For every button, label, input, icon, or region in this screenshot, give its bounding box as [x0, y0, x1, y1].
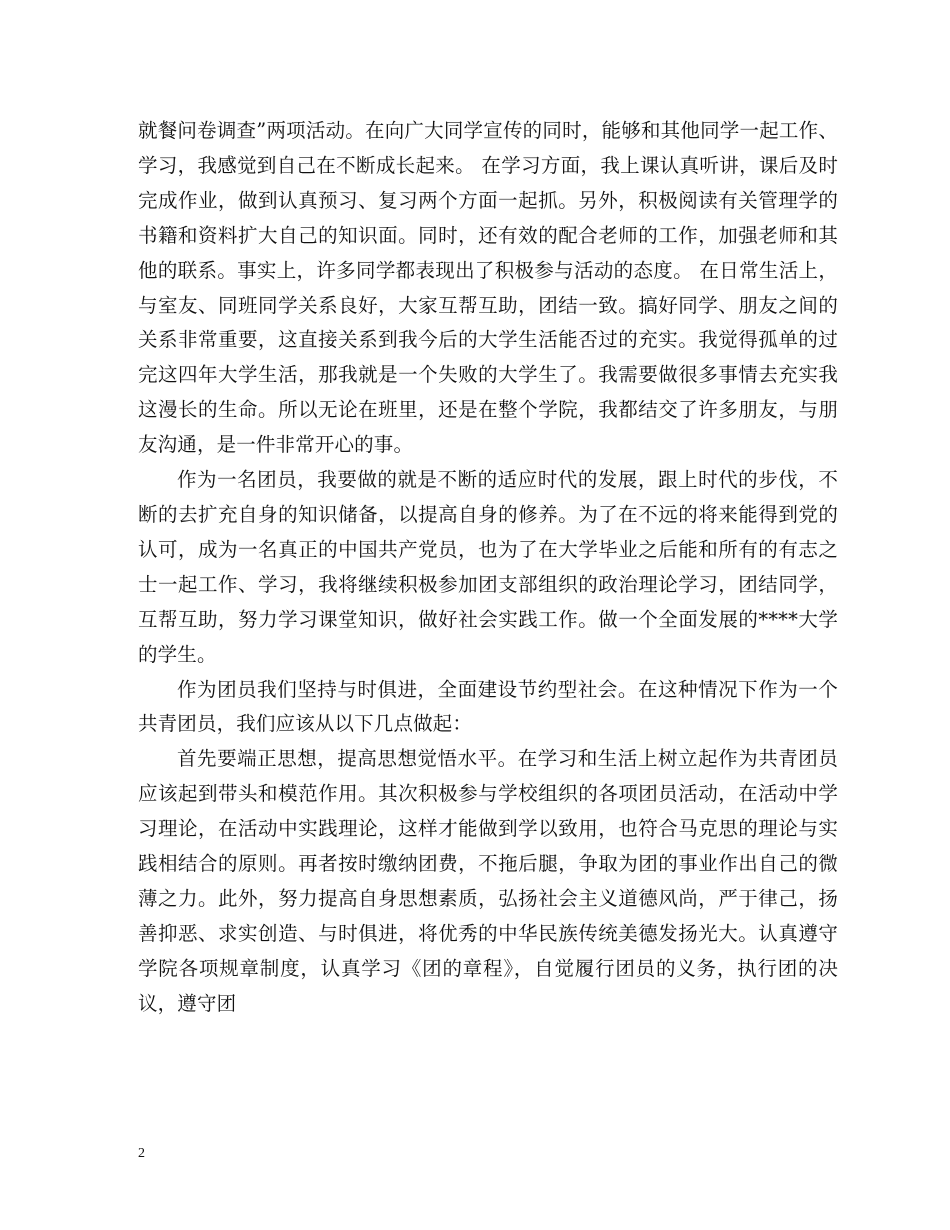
paragraph-1: 就餐问卷调查”两项活动。在向广大同学宣传的同时，能够和其他同学一起工作、学习，我感觉到自己在不断成长起来。 在学习方面，我上课认真听讲，课后及时完成作业，做到认真预习、复习两个方面一起抓。另外，积极阅读有关管理学的书籍和资料扩大自己的知识面。同时，还有效的配合老师的工作，加强老师和其他的联系。事实上，许多同学都表现出了积极参与活动的态度。 在日常生活上，与室友、同班同学关系良好，大家互帮互助，团结一致。搞好同学、朋友之间的关系非常重要，这直接关系到我今后的大学生活能否过的充实。我觉得孤单的过完这四年大学生活，那我就是一个失败的大学生了。我需要做很多事情去充实我这漫长的生命。所以无论在班里，还是在整个学院，我都结交了许多朋友，与朋友沟通，是一件非常开心的事。 [138, 119, 838, 457]
paragraph-4: 首先要端正思想，提高思想觉悟水平。在学习和生活上树立起作为共青团员应该起到带头和模范作用。其次积极参与学校组织的各项团员活动，在活动中学习理论，在活动中实践理论，这样才能做到学以致用，也符合马克思的理论与实践相结合的原则。再者按时缴纳团费，不拖后腿，争取为团的事业作出自己的微薄之力。此外，努力提高自身思想素质，弘扬社会主义道德风尚，严于律己，扬善抑恶、求实创造、与时俱进，将优秀的中华民族传统美德发扬光大。认真遵守学院各项规章制度，认真学习《团的章程》，自觉履行团员的义务，执行团的决议，遵守团 [138, 747, 838, 1015]
page-number: 2 [138, 1146, 145, 1161]
document-body [138, 114, 838, 1022]
paragraph-2: 作为一名团员，我要做的就是不断的适应时代的发展，跟上时代的步伐，不断的去扩充自身的知识储备，以提高自身的修养。为了在不远的将来能得到党的认可，成为一名真正的中国共产党员，也为了在大学毕业之后能和所有的有志之士一起工作、学习，我将继续积极参加团支部组织的政治理论学习，团结同学，互帮互助，努力学习课堂知识，做好社会实践工作。做一个全面发展的****大学的学生。 [138, 468, 838, 666]
paragraph-3: 作为团员我们坚持与时俱进，全面建设节约型社会。在这种情况下作为一个共青团员，我们应该从以下几点做起： [138, 677, 838, 736]
